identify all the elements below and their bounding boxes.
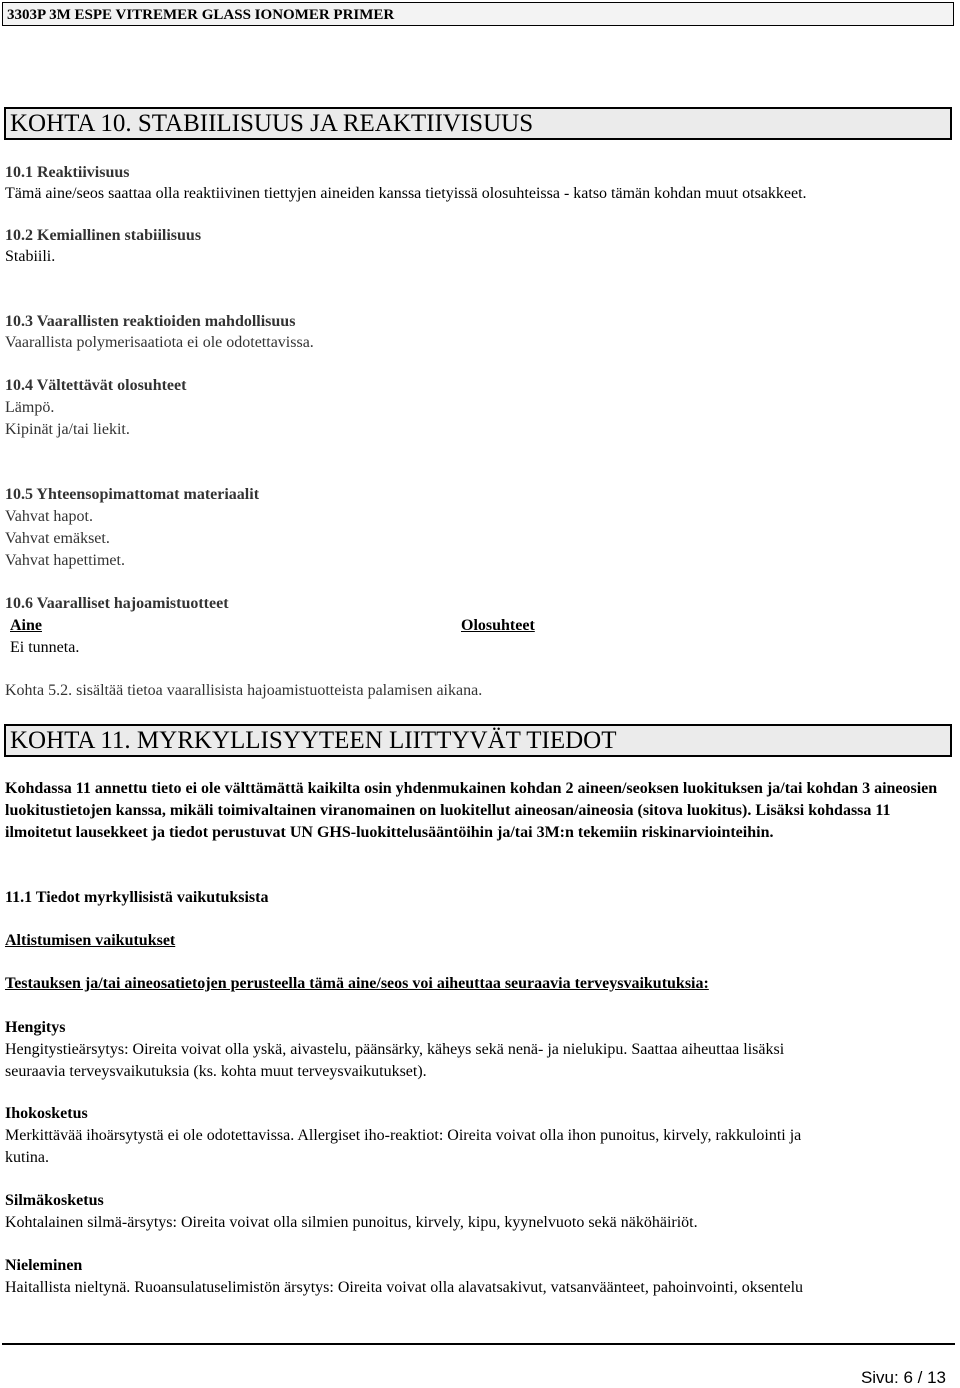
list-item-10-5: Vahvat hapettimet. — [5, 552, 125, 569]
inhalation-text: Hengitystieärsytys: Oireita voivat olla yskä, aivastelu, päänsärky, käheys sekä nenä- ja nielukipu. Saattaa aiheuttaa lisäksi — [5, 1041, 785, 1058]
testing-heading: Testauksen ja/tai aineosatietojen perusteella tämä aine/seos voi aiheuttaa seuraavia terveysvaikutuksia: — [5, 975, 709, 992]
heading-10-3: 10.3 Vaarallisten reaktioiden mahdollisuus — [5, 313, 296, 330]
footer-divider — [2, 1343, 955, 1345]
column-header-aine: Aine — [10, 617, 42, 634]
heading-10-6: 10.6 Vaaralliset hajoamistuotteet — [5, 595, 229, 612]
heading-10-4: 10.4 Vältettävät olosuhteet — [5, 377, 187, 394]
ingestion-text: Haitallista nieltynä. Ruoansulatuselimistön ärsytys: Oireita voivat olla alavatsakivut, vatsanväänteet, pahoinvointi, oksentelu — [5, 1279, 804, 1296]
skin-text: Merkittävää ihoärsytystä ei ole odotettavissa. Allergiset iho-reaktiot: Oireita voivat olla ihon punoitus, kirvely, rakkulointi ja — [5, 1127, 802, 1144]
table-cell-aine: Ei tunneta. — [10, 639, 80, 656]
list-item-10-4: Lämpö. — [5, 399, 55, 416]
skin-heading: Ihokosketus — [5, 1105, 88, 1122]
heading-10-1: 10.1 Reaktiivisuus — [5, 164, 130, 181]
column-header-olosuhteet: Olosuhteet — [461, 617, 535, 634]
exposure-heading: Altistumisen vaikutukset — [5, 932, 176, 949]
note-10-6: Kohta 5.2. sisältää tietoa vaarallisista hajoamistuotteista palamisen aikana. — [5, 682, 483, 699]
eye-heading: Silmäkosketus — [5, 1192, 104, 1209]
list-item-10-5: Vahvat hapot. — [5, 508, 93, 525]
heading-10-5: 10.5 Yhteensopimattomat materiaalit — [5, 486, 260, 503]
eye-text: Kohtalainen silmä-ärsytys: Oireita voivat olla silmien punoitus, kirvely, kipu, kyynelvuoto sekä näköhäiriöt. — [5, 1214, 698, 1231]
skin-text: kutina. — [5, 1149, 49, 1166]
document-header: 3303P 3M ESPE VITREMER GLASS IONOMER PRIMER — [2, 2, 954, 26]
section-11-title: KOHTA 11. MYRKYLLISYYTEEN LIITTYVÄT TIEDOT — [4, 724, 952, 757]
section-10-title: KOHTA 10. STABIILISUUS JA REAKTIIVISUUS — [4, 107, 952, 140]
list-item-10-5: Vahvat emäkset. — [5, 530, 110, 547]
inhalation-text: seuraavia terveysvaikutuksia (ks. kohta muut terveysvaikutukset). — [5, 1063, 427, 1080]
page-number: Sivu: 6 / 13 — [860, 1368, 946, 1387]
ingestion-heading: Nieleminen — [5, 1257, 83, 1274]
inhalation-heading: Hengitys — [5, 1019, 66, 1036]
text-10-1: Tämä aine/seos saattaa olla reaktiivinen tiettyjen aineiden kanssa tietyissä olosuhteissa - katso tämän kohdan muut otsakkeet. — [5, 185, 807, 202]
text-10-3: Vaarallista polymerisaatiota ei ole odotettavissa. — [5, 334, 314, 351]
list-item-10-4: Kipinät ja/tai liekit. — [5, 421, 130, 438]
heading-10-2: 10.2 Kemiallinen stabiilisuus — [5, 227, 202, 244]
text-10-2: Stabiili. — [5, 248, 56, 265]
heading-11-1: 11.1 Tiedot myrkyllisistä vaikutuksista — [5, 889, 269, 906]
section-11-intro: Kohdassa 11 annettu tieto ei ole välttämättä kaikilta osin yhdenmukainen kohdan 2 aineen/seoksen luokituksen ja/tai kohdan 3 aineosien luokitustietojen kanssa, mikäli toimivaltainen viranomainen on luokitellut aineosan/aineosia (sitova luokitus). Lisäksi kohdassa 11 ilmoitetut lausekkeet ja tiedot perustuvat UN GHS-luokittelusääntöihin ja/tai 3M:n tekemiin riskinarviointeihin. — [5, 780, 938, 841]
